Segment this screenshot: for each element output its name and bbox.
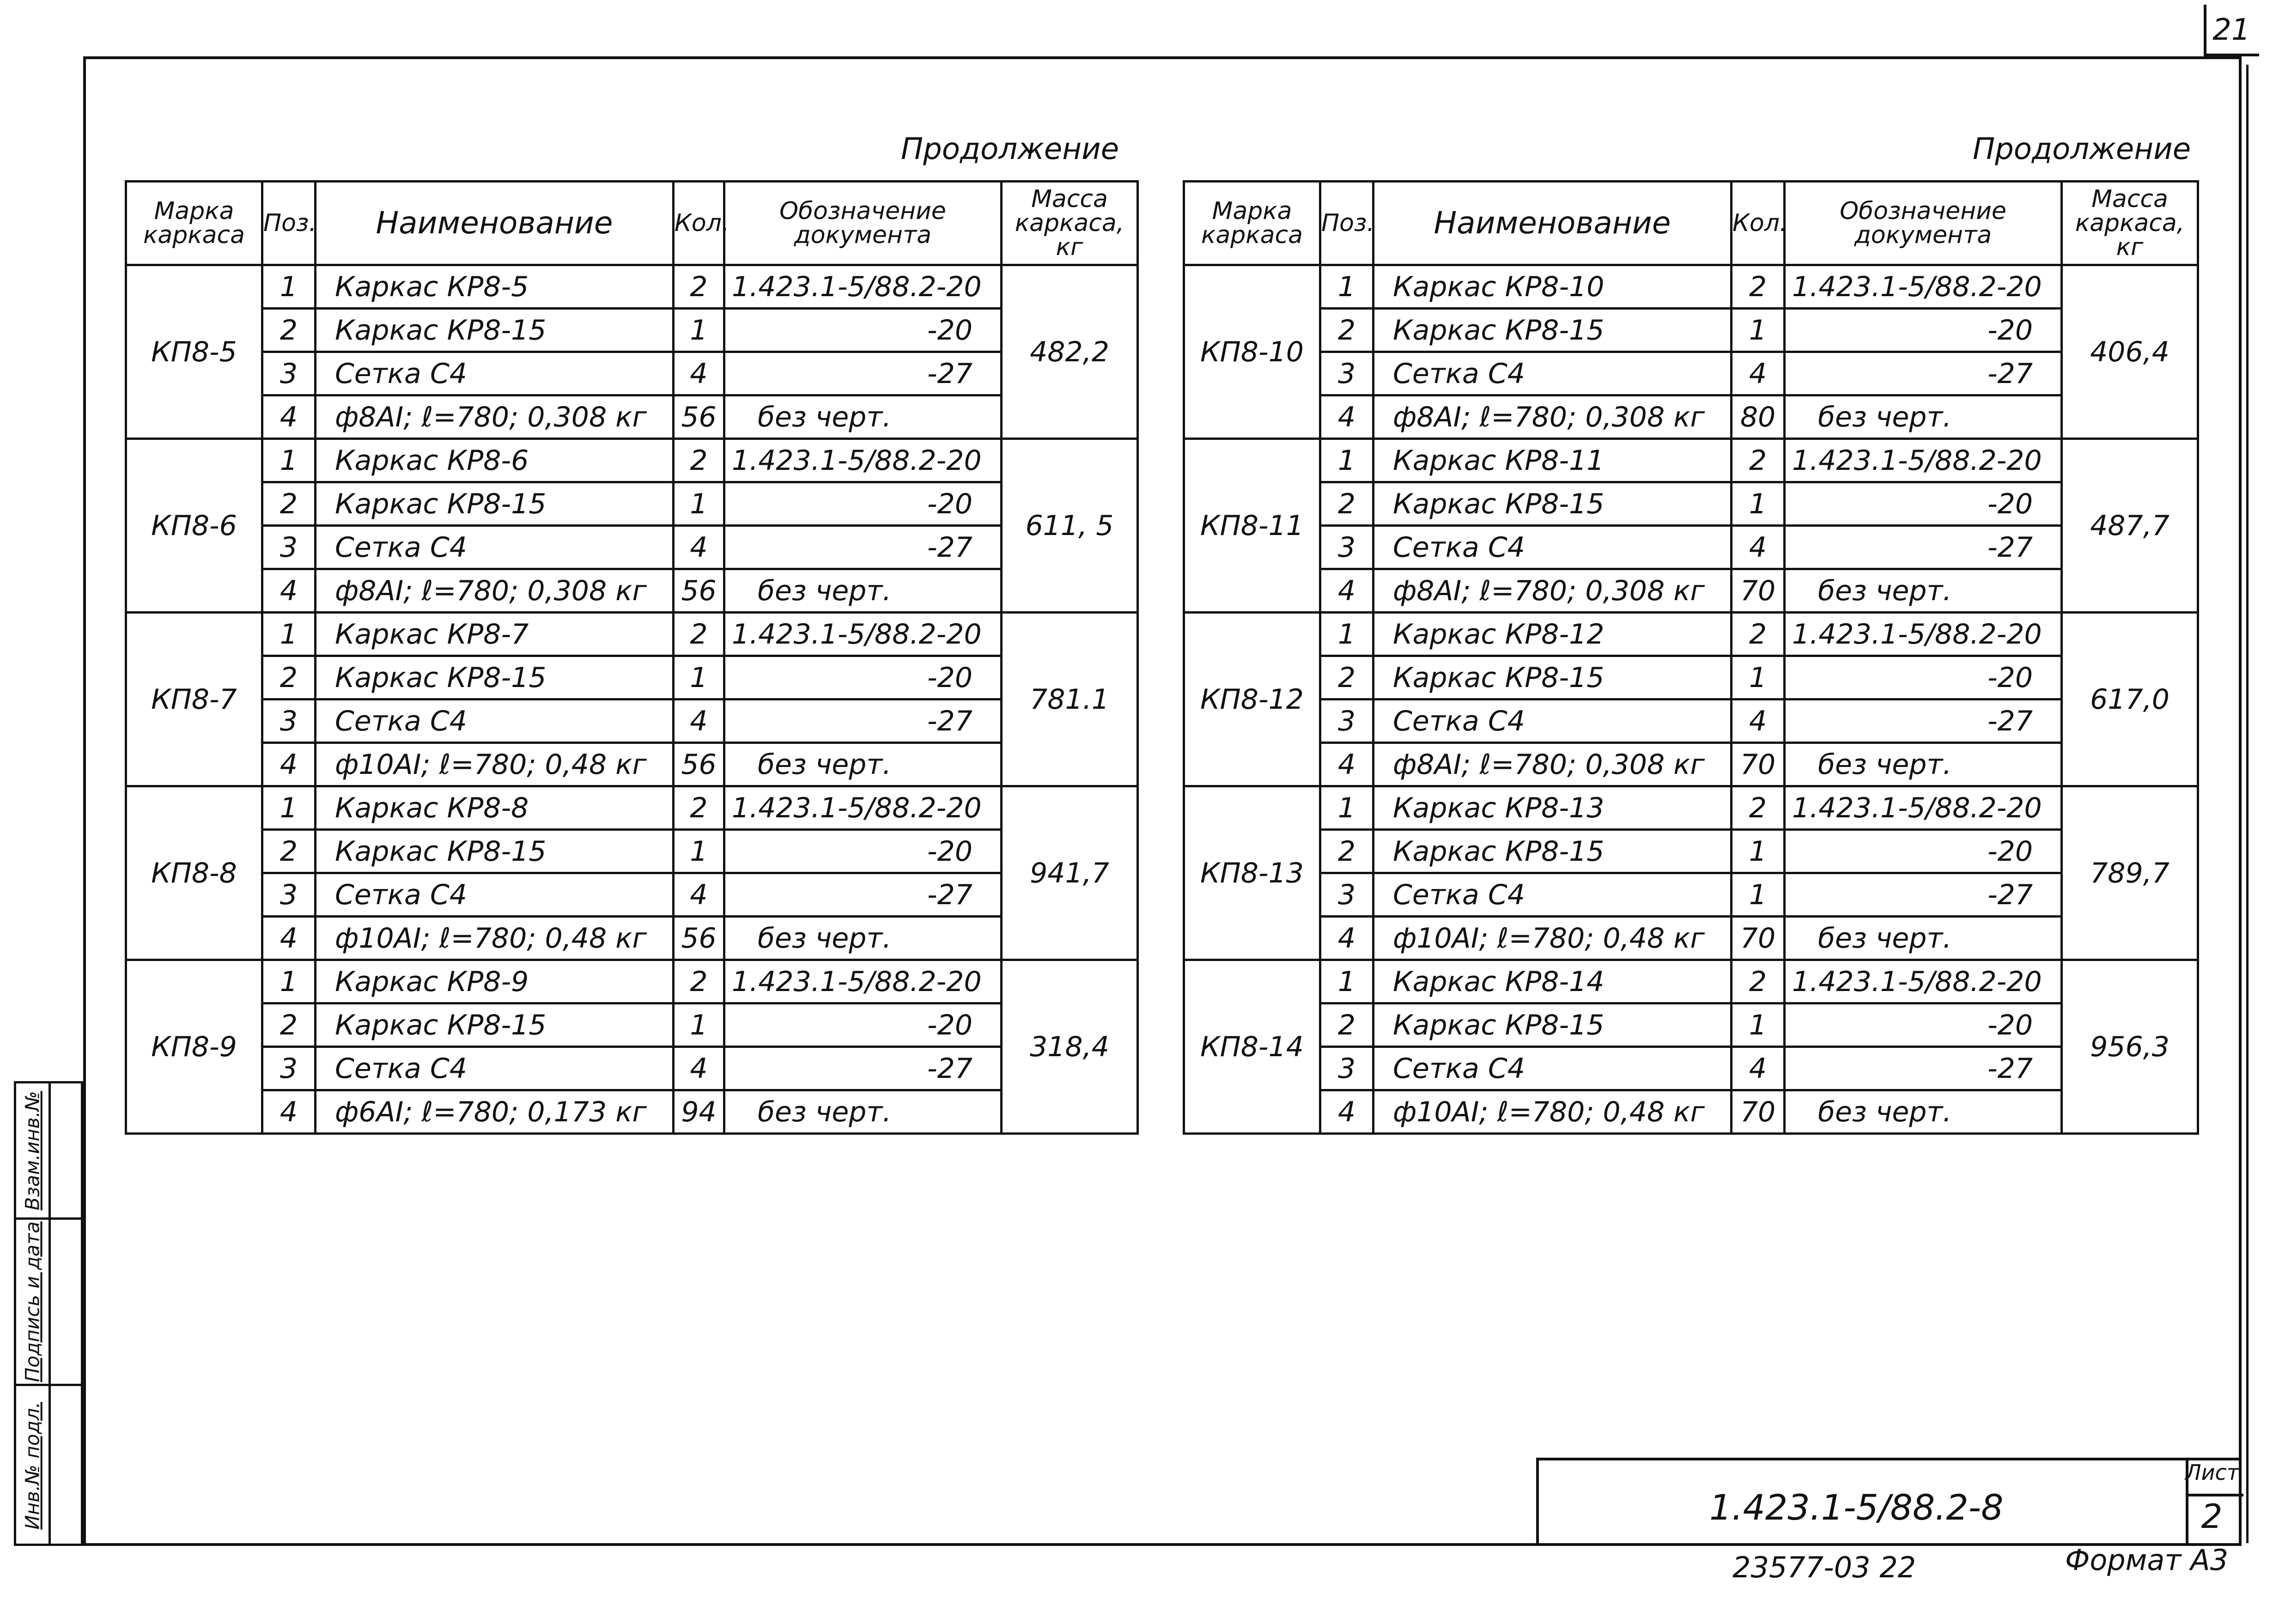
quantity-cell: 1 bbox=[674, 309, 724, 352]
item-name-cell: ф10АI; ℓ=780; 0,48 кг bbox=[1374, 1090, 1732, 1134]
col-header-doc: Обозначение документа bbox=[724, 182, 1002, 265]
cage-mass-cell: 318,4 bbox=[1002, 960, 1138, 1134]
position-cell: 4 bbox=[1320, 569, 1374, 613]
quantity-cell: 1 bbox=[674, 656, 724, 699]
col-header-mass: Масса каркаса, кг bbox=[1002, 182, 1138, 265]
cage-mark-cell: КП8-9 bbox=[126, 960, 262, 1134]
position-cell: 2 bbox=[262, 830, 316, 873]
item-name-cell: Сетка С4 bbox=[1374, 699, 1732, 743]
item-name-cell: Каркас КР8-7 bbox=[316, 613, 674, 656]
quantity-cell: 70 bbox=[1732, 917, 1785, 960]
quantity-cell: 56 bbox=[674, 917, 724, 960]
item-name-cell: Сетка С4 bbox=[1374, 1047, 1732, 1090]
quantity-cell: 1 bbox=[1732, 309, 1785, 352]
quantity-cell: 4 bbox=[674, 873, 724, 917]
table-row bbox=[126, 265, 1138, 309]
position-cell: 1 bbox=[262, 265, 316, 309]
col-header-doc: Обозначение документа bbox=[1785, 182, 2062, 265]
item-name-cell: Каркас КР8-15 bbox=[316, 309, 674, 352]
position-cell: 2 bbox=[1320, 309, 1374, 352]
table-row bbox=[126, 917, 1138, 960]
quantity-cell: 70 bbox=[1732, 1090, 1785, 1134]
position-cell: 2 bbox=[262, 1004, 316, 1047]
quantity-cell: 1 bbox=[1732, 1004, 1785, 1047]
cage-mass-cell: 617,0 bbox=[2062, 613, 2198, 786]
item-name-cell: Каркас КР8-15 bbox=[1374, 1004, 1732, 1047]
quantity-cell: 2 bbox=[674, 265, 724, 309]
quantity-cell: 4 bbox=[674, 526, 724, 569]
table-row bbox=[1184, 1047, 2198, 1090]
quantity-cell: 1 bbox=[674, 1004, 724, 1047]
side-binding-strip bbox=[14, 1081, 83, 1546]
cage-mark-cell: КП8-13 bbox=[1184, 786, 1320, 960]
col-header-qty: Кол. bbox=[674, 182, 724, 265]
position-cell: 4 bbox=[1320, 395, 1374, 439]
table-row bbox=[1184, 265, 2198, 309]
table-row bbox=[126, 1047, 1138, 1090]
col-header-pos: Поз. bbox=[262, 182, 316, 265]
table-row bbox=[1184, 395, 2198, 439]
col-header-mark: Марка каркаса bbox=[126, 182, 262, 265]
position-cell: 4 bbox=[1320, 1090, 1374, 1134]
col-header-pos: Поз. bbox=[1320, 182, 1374, 265]
document-cell: -20 bbox=[1785, 656, 2062, 699]
item-name-cell: Сетка С4 bbox=[1374, 873, 1732, 917]
document-cell: -20 bbox=[1785, 1004, 2062, 1047]
cage-mark-cell: КП8-14 bbox=[1184, 960, 1320, 1134]
col-header-qty: Кол. bbox=[1732, 182, 1785, 265]
table-row bbox=[1184, 786, 2198, 830]
table-row bbox=[126, 873, 1138, 917]
table-row bbox=[1184, 439, 2198, 482]
quantity-cell: 2 bbox=[674, 786, 724, 830]
document-cell: -20 bbox=[1785, 482, 2062, 526]
position-cell: 1 bbox=[1320, 265, 1374, 309]
document-cell: -27 bbox=[1785, 1047, 2062, 1090]
item-name-cell: Каркас КР8-11 bbox=[1374, 439, 1732, 482]
document-cell: 1.423.1-5/88.2-20 bbox=[1785, 786, 2062, 830]
cage-mass-cell: 611, 5 bbox=[1002, 439, 1138, 613]
quantity-cell: 4 bbox=[1732, 352, 1785, 395]
item-name-cell: Каркас КР8-15 bbox=[316, 1004, 674, 1047]
item-name-cell: Каркас КР8-13 bbox=[1374, 786, 1732, 830]
document-cell: -27 bbox=[724, 352, 1002, 395]
right-edge-line bbox=[2246, 65, 2249, 1543]
document-cell: без черт. bbox=[724, 569, 1002, 613]
table-row bbox=[126, 439, 1138, 482]
corner-page-number: 21 bbox=[2212, 13, 2250, 47]
table-row bbox=[126, 1090, 1138, 1134]
document-cell: -20 bbox=[724, 830, 1002, 873]
position-cell: 3 bbox=[262, 526, 316, 569]
item-name-cell: Каркас КР8-12 bbox=[1374, 613, 1732, 656]
document-cell: -20 bbox=[1785, 830, 2062, 873]
spec-table-right bbox=[1183, 180, 2199, 1135]
item-name-cell: Каркас КР8-14 bbox=[1374, 960, 1732, 1004]
item-name-cell: ф8АI; ℓ=780; 0,308 кг bbox=[316, 395, 674, 439]
document-code: 1.423.1-5/88.2-8 bbox=[1709, 1487, 2004, 1528]
cage-mass-cell: 482,2 bbox=[1002, 265, 1138, 439]
col-header-name: Наименование bbox=[316, 182, 674, 265]
cage-mark-cell: КП8-11 bbox=[1184, 439, 1320, 613]
table-row bbox=[1184, 569, 2198, 613]
quantity-cell: 2 bbox=[1732, 613, 1785, 656]
document-cell: без черт. bbox=[724, 917, 1002, 960]
position-cell: 3 bbox=[262, 1047, 316, 1090]
item-name-cell: Каркас КР8-15 bbox=[316, 830, 674, 873]
table-row bbox=[126, 309, 1138, 352]
quantity-cell: 2 bbox=[1732, 786, 1785, 830]
position-cell: 4 bbox=[1320, 917, 1374, 960]
table-row bbox=[1184, 917, 2198, 960]
cage-mass-cell: 956,3 bbox=[2062, 960, 2198, 1134]
format-label: Формат А3 bbox=[2065, 1543, 2229, 1577]
table-row bbox=[126, 656, 1138, 699]
document-cell: без черт. bbox=[1785, 395, 2062, 439]
col-header-name: Наименование bbox=[1374, 182, 1732, 265]
document-cell: без черт. bbox=[724, 1090, 1002, 1134]
item-name-cell: Сетка С4 bbox=[316, 526, 674, 569]
document-cell: без черт. bbox=[1785, 917, 2062, 960]
document-cell: -27 bbox=[724, 526, 1002, 569]
quantity-cell: 1 bbox=[1732, 482, 1785, 526]
item-name-cell: Каркас КР8-5 bbox=[316, 265, 674, 309]
position-cell: 1 bbox=[262, 613, 316, 656]
quantity-cell: 56 bbox=[674, 569, 724, 613]
quantity-cell: 4 bbox=[1732, 699, 1785, 743]
position-cell: 3 bbox=[262, 873, 316, 917]
position-cell: 2 bbox=[1320, 1004, 1374, 1047]
item-name-cell: ф8АI; ℓ=780; 0,308 кг bbox=[316, 569, 674, 613]
spec-table-left bbox=[125, 180, 1139, 1135]
cage-mass-cell: 406,4 bbox=[2062, 265, 2198, 439]
col-header-mark: Марка каркаса bbox=[1184, 182, 1320, 265]
position-cell: 2 bbox=[1320, 830, 1374, 873]
table-row bbox=[1184, 960, 2198, 1004]
table-row bbox=[126, 569, 1138, 613]
quantity-cell: 4 bbox=[674, 352, 724, 395]
position-cell: 3 bbox=[262, 352, 316, 395]
table-row bbox=[1184, 743, 2198, 786]
document-cell: -27 bbox=[1785, 352, 2062, 395]
position-cell: 4 bbox=[262, 917, 316, 960]
side-label-replacement: Взам.инв.№ bbox=[21, 1090, 44, 1210]
document-cell: без черт. bbox=[1785, 743, 2062, 786]
document-cell: без черт. bbox=[724, 395, 1002, 439]
document-cell: без черт. bbox=[724, 743, 1002, 786]
quantity-cell: 70 bbox=[1732, 569, 1785, 613]
position-cell: 1 bbox=[1320, 439, 1374, 482]
quantity-cell: 56 bbox=[674, 395, 724, 439]
item-name-cell: Каркас КР8-15 bbox=[1374, 482, 1732, 526]
cage-mass-cell: 941,7 bbox=[1002, 786, 1138, 960]
item-name-cell: Каркас КР8-15 bbox=[1374, 830, 1732, 873]
cage-mark-cell: КП8-6 bbox=[126, 439, 262, 613]
item-name-cell: Сетка С4 bbox=[316, 699, 674, 743]
item-name-cell: Каркас КР8-15 bbox=[1374, 309, 1732, 352]
table-row bbox=[1184, 699, 2198, 743]
item-name-cell: Сетка С4 bbox=[316, 873, 674, 917]
document-cell: -20 bbox=[724, 1004, 1002, 1047]
table-row bbox=[1184, 656, 2198, 699]
continuation-label-right: Продолжение bbox=[1973, 132, 2191, 166]
archive-number: 23577-03 22 bbox=[1732, 1551, 1916, 1584]
position-cell: 3 bbox=[1320, 352, 1374, 395]
table-row bbox=[126, 743, 1138, 786]
table-row bbox=[1184, 482, 2198, 526]
position-cell: 4 bbox=[262, 395, 316, 439]
item-name-cell: Сетка С4 bbox=[1374, 352, 1732, 395]
position-cell: 4 bbox=[1320, 743, 1374, 786]
table-row bbox=[126, 699, 1138, 743]
item-name-cell: Сетка С4 bbox=[316, 1047, 674, 1090]
position-cell: 3 bbox=[1320, 699, 1374, 743]
position-cell: 2 bbox=[262, 309, 316, 352]
cage-mark-cell: КП8-10 bbox=[1184, 265, 1320, 439]
cage-mark-cell: КП8-12 bbox=[1184, 613, 1320, 786]
cage-mark-cell: КП8-7 bbox=[126, 613, 262, 786]
position-cell: 3 bbox=[1320, 526, 1374, 569]
quantity-cell: 70 bbox=[1732, 743, 1785, 786]
position-cell: 3 bbox=[262, 699, 316, 743]
quantity-cell: 1 bbox=[1732, 656, 1785, 699]
document-cell: -27 bbox=[724, 1047, 1002, 1090]
table-row bbox=[126, 786, 1138, 830]
table-row bbox=[126, 395, 1138, 439]
position-cell: 1 bbox=[1320, 786, 1374, 830]
cage-mass-cell: 781.1 bbox=[1002, 613, 1138, 786]
position-cell: 2 bbox=[1320, 656, 1374, 699]
side-label-inventory: Инв.№ подл. bbox=[21, 1402, 44, 1530]
item-name-cell: Сетка С4 bbox=[316, 352, 674, 395]
document-cell: -27 bbox=[724, 873, 1002, 917]
document-cell: -20 bbox=[724, 656, 1002, 699]
item-name-cell: ф8АI; ℓ=780; 0,308 кг bbox=[1374, 743, 1732, 786]
table-row bbox=[126, 352, 1138, 395]
position-cell: 2 bbox=[1320, 482, 1374, 526]
table-row bbox=[1184, 613, 2198, 656]
document-cell: без черт. bbox=[1785, 1090, 2062, 1134]
table-row bbox=[1184, 352, 2198, 395]
item-name-cell: ф6АI; ℓ=780; 0,173 кг bbox=[316, 1090, 674, 1134]
item-name-cell: Каркас КР8-6 bbox=[316, 439, 674, 482]
item-name-cell: Каркас КР8-9 bbox=[316, 960, 674, 1004]
item-name-cell: ф8АI; ℓ=780; 0,308 кг bbox=[1374, 395, 1732, 439]
position-cell: 3 bbox=[1320, 1047, 1374, 1090]
table-row bbox=[126, 1004, 1138, 1047]
item-name-cell: ф8АI; ℓ=780; 0,308 кг bbox=[1374, 569, 1732, 613]
document-cell: 1.423.1-5/88.2-20 bbox=[1785, 439, 2062, 482]
document-cell: 1.423.1-5/88.2-20 bbox=[724, 265, 1002, 309]
table-row bbox=[1184, 873, 2198, 917]
quantity-cell: 56 bbox=[674, 743, 724, 786]
col-header-mass: Масса каркаса, кг bbox=[2062, 182, 2198, 265]
quantity-cell: 1 bbox=[1732, 830, 1785, 873]
table-row bbox=[1184, 1004, 2198, 1047]
cage-mass-cell: 789,7 bbox=[2062, 786, 2198, 960]
quantity-cell: 94 bbox=[674, 1090, 724, 1134]
position-cell: 1 bbox=[262, 786, 316, 830]
table-row bbox=[1184, 309, 2198, 352]
quantity-cell: 2 bbox=[1732, 960, 1785, 1004]
document-cell: 1.423.1-5/88.2-20 bbox=[724, 439, 1002, 482]
document-cell: 1.423.1-5/88.2-20 bbox=[1785, 960, 2062, 1004]
item-name-cell: ф10АI; ℓ=780; 0,48 кг bbox=[1374, 917, 1732, 960]
quantity-cell: 2 bbox=[1732, 439, 1785, 482]
position-cell: 4 bbox=[262, 743, 316, 786]
item-name-cell: Сетка С4 bbox=[1374, 526, 1732, 569]
document-cell: -27 bbox=[1785, 699, 2062, 743]
position-cell: 1 bbox=[1320, 613, 1374, 656]
table-row bbox=[126, 830, 1138, 873]
document-cell: -27 bbox=[1785, 873, 2062, 917]
item-name-cell: Каркас КР8-15 bbox=[316, 656, 674, 699]
position-cell: 1 bbox=[1320, 960, 1374, 1004]
quantity-cell: 4 bbox=[674, 699, 724, 743]
document-cell: 1.423.1-5/88.2-20 bbox=[1785, 265, 2062, 309]
continuation-label-left: Продолжение bbox=[901, 132, 1119, 166]
item-name-cell: Каркас КР8-10 bbox=[1374, 265, 1732, 309]
quantity-cell: 4 bbox=[1732, 526, 1785, 569]
quantity-cell: 2 bbox=[674, 439, 724, 482]
quantity-cell: 1 bbox=[674, 830, 724, 873]
sheet-number: 2 bbox=[2201, 1497, 2223, 1536]
quantity-cell: 2 bbox=[674, 613, 724, 656]
document-cell: -20 bbox=[724, 309, 1002, 352]
document-cell: 1.423.1-5/88.2-20 bbox=[1785, 613, 2062, 656]
document-cell: -20 bbox=[724, 482, 1002, 526]
quantity-cell: 80 bbox=[1732, 395, 1785, 439]
cage-mark-cell: КП8-5 bbox=[126, 265, 262, 439]
table-row bbox=[126, 960, 1138, 1004]
document-cell: 1.423.1-5/88.2-20 bbox=[724, 786, 1002, 830]
table-row bbox=[1184, 526, 2198, 569]
side-label-signature: Подпись и дата bbox=[21, 1221, 44, 1382]
table-row bbox=[1184, 830, 2198, 873]
quantity-cell: 1 bbox=[1732, 873, 1785, 917]
position-cell: 2 bbox=[262, 656, 316, 699]
item-name-cell: ф10АI; ℓ=780; 0,48 кг bbox=[316, 917, 674, 960]
document-cell: -20 bbox=[1785, 309, 2062, 352]
quantity-cell: 4 bbox=[1732, 1047, 1785, 1090]
quantity-cell: 4 bbox=[674, 1047, 724, 1090]
position-cell: 1 bbox=[262, 439, 316, 482]
position-cell: 1 bbox=[262, 960, 316, 1004]
table-row bbox=[126, 613, 1138, 656]
cage-mass-cell: 487,7 bbox=[2062, 439, 2198, 613]
quantity-cell: 2 bbox=[1732, 265, 1785, 309]
document-cell: -27 bbox=[724, 699, 1002, 743]
item-name-cell: Каркас КР8-15 bbox=[316, 482, 674, 526]
position-cell: 4 bbox=[262, 569, 316, 613]
table-row bbox=[1184, 1090, 2198, 1134]
table-row bbox=[126, 526, 1138, 569]
document-cell: 1.423.1-5/88.2-20 bbox=[724, 613, 1002, 656]
item-name-cell: Каркас КР8-15 bbox=[1374, 656, 1732, 699]
quantity-cell: 2 bbox=[674, 960, 724, 1004]
cage-mark-cell: КП8-8 bbox=[126, 786, 262, 960]
position-cell: 2 bbox=[262, 482, 316, 526]
sheet-label: Лист bbox=[2185, 1460, 2239, 1485]
document-cell: без черт. bbox=[1785, 569, 2062, 613]
item-name-cell: ф10АI; ℓ=780; 0,48 кг bbox=[316, 743, 674, 786]
quantity-cell: 1 bbox=[674, 482, 724, 526]
item-name-cell: Каркас КР8-8 bbox=[316, 786, 674, 830]
position-cell: 3 bbox=[1320, 873, 1374, 917]
table-row bbox=[126, 482, 1138, 526]
document-cell: 1.423.1-5/88.2-20 bbox=[724, 960, 1002, 1004]
document-cell: -27 bbox=[1785, 526, 2062, 569]
position-cell: 4 bbox=[262, 1090, 316, 1134]
